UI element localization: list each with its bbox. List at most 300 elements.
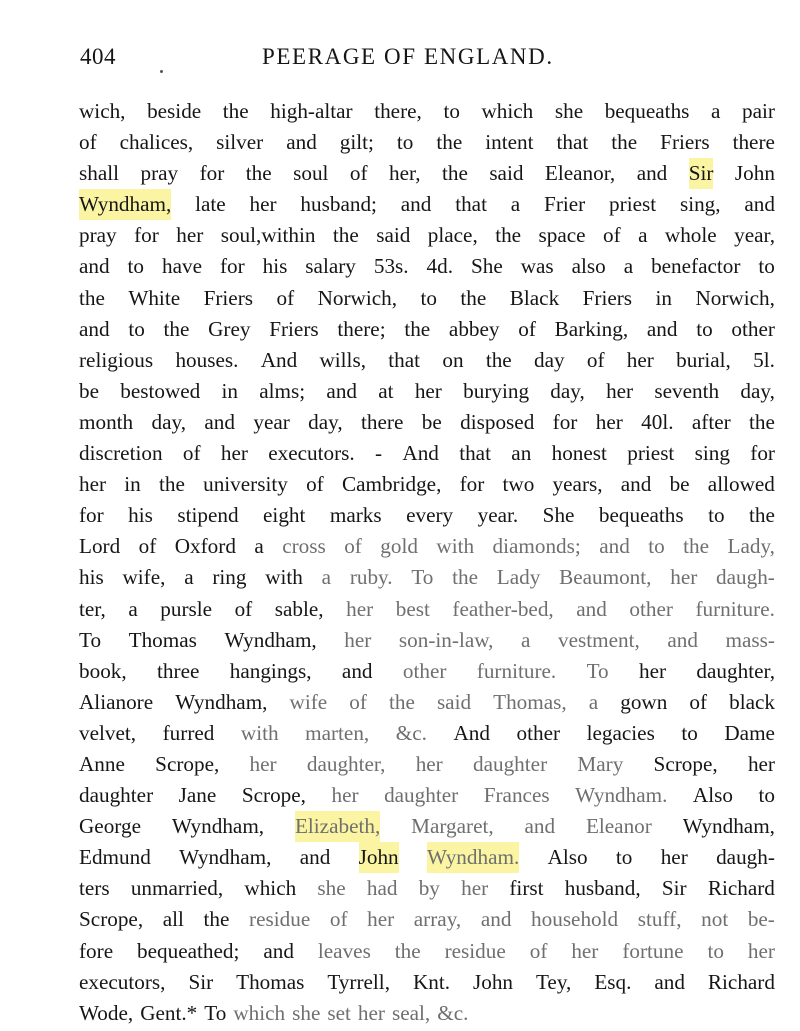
- text-word: Thomas: [128, 627, 197, 652]
- text-word: hangings,: [229, 658, 312, 683]
- text-word: ters: [79, 876, 110, 901]
- text-word: John: [472, 969, 514, 994]
- text-word: soul: [293, 161, 329, 186]
- text-line: [79, 283, 775, 314]
- text-word: that: [455, 192, 487, 217]
- text-word: a: [128, 596, 138, 621]
- text-word: to: [443, 99, 460, 123]
- text-word: to: [707, 938, 724, 963]
- text-word: to: [681, 720, 698, 745]
- text-word: marten,: [305, 720, 370, 745]
- text-word: To: [586, 658, 609, 683]
- text-word: Wyndham.: [575, 783, 668, 808]
- text-word: high-altar: [270, 99, 353, 123]
- text-word: her: [79, 472, 107, 497]
- text-word: for: [552, 409, 578, 434]
- text-word: legacies: [586, 720, 655, 745]
- text-word: Dame: [724, 720, 775, 745]
- text-word: Beaumont,: [559, 565, 652, 590]
- text-word: seventh: [654, 378, 720, 403]
- text-word: year: [253, 409, 290, 434]
- text-word: honest: [551, 441, 607, 466]
- text-word: White: [128, 285, 181, 310]
- text-word: Thomas,: [493, 689, 567, 714]
- text-word: sing,: [679, 192, 721, 217]
- text-word: Sir: [689, 158, 714, 189]
- text-word: Norwich,: [317, 285, 398, 310]
- text-word: And: [402, 441, 439, 466]
- text-word: Richard: [707, 876, 775, 901]
- text-word: the: [460, 285, 487, 310]
- text-word: she: [554, 99, 584, 123]
- text-word: of: [586, 347, 605, 372]
- text-word: the: [203, 907, 230, 932]
- text-word: 4d.: [426, 254, 454, 279]
- text-word: and: [524, 814, 556, 839]
- text-word: her: [367, 907, 395, 932]
- text-word: of: [182, 441, 201, 466]
- text-word: ter,: [79, 596, 106, 621]
- text-word: of: [79, 130, 97, 155]
- text-word: and: [654, 969, 685, 994]
- text-line: [79, 967, 775, 998]
- text-word: in: [124, 472, 141, 497]
- text-word: her: [461, 876, 489, 901]
- text-word: other: [516, 720, 561, 745]
- text-word: unmarried,: [130, 876, 224, 901]
- text-line: [79, 469, 775, 500]
- running-head: [76, 42, 776, 78]
- text-word: And: [453, 720, 490, 745]
- text-word: which: [244, 876, 297, 901]
- text-word: allowed: [707, 472, 775, 497]
- text-word: furred: [162, 720, 215, 745]
- text-word: velvet,: [79, 720, 137, 745]
- text-word: years,: [552, 472, 603, 497]
- text-word: -: [375, 441, 383, 466]
- text-word: husband,: [564, 876, 641, 901]
- text-word: her: [249, 192, 277, 217]
- text-word: priest: [609, 192, 657, 217]
- text-word: the: [404, 316, 431, 341]
- text-word: Wyndham,: [175, 689, 268, 714]
- text-word: Richard: [707, 969, 775, 994]
- text-word: of: [234, 596, 253, 621]
- text-word: John: [359, 842, 399, 873]
- text-word: her: [176, 223, 204, 248]
- text-word: for: [134, 223, 159, 248]
- text-word: the: [749, 503, 775, 528]
- text-word: space: [538, 223, 586, 248]
- text-word: the: [332, 223, 359, 248]
- text-word: whole: [664, 223, 717, 248]
- text-word: her: [747, 751, 775, 776]
- text-word: there;: [337, 316, 386, 341]
- text-word: Lady: [496, 565, 541, 590]
- text-word: 53s.: [373, 254, 409, 279]
- text-word: she: [292, 1000, 321, 1025]
- text-word: the: [222, 99, 249, 123]
- text-word: daughter: [384, 783, 459, 808]
- text-word: and: [204, 409, 235, 434]
- text-word: Scrope,: [155, 751, 220, 776]
- text-word: &c.: [437, 1000, 469, 1025]
- text-word: stipend: [177, 503, 239, 528]
- text-word: to: [128, 316, 145, 341]
- text-word: her: [595, 409, 623, 434]
- text-word: burying: [463, 378, 530, 403]
- text-word: a: [510, 192, 521, 217]
- text-line: [79, 345, 775, 376]
- text-word: Eleanor,: [544, 161, 616, 186]
- text-word: her,: [389, 161, 421, 186]
- text-word: intent: [485, 130, 534, 155]
- text-word: Oxford: [174, 534, 236, 559]
- text-word: day,: [308, 409, 343, 434]
- text-word: Barking,: [554, 316, 629, 341]
- text-word: university: [203, 472, 288, 497]
- text-word: place,: [427, 223, 478, 248]
- text-word: Elizabeth,: [295, 811, 380, 842]
- text-line: [79, 749, 775, 780]
- text-word: wife: [289, 689, 328, 714]
- text-word: and: [667, 627, 698, 652]
- text-word: executors.: [268, 441, 355, 466]
- text-word: said: [489, 161, 524, 186]
- text-word: Wyndham,: [179, 845, 272, 870]
- text-word: She: [470, 254, 503, 279]
- text-line: [79, 936, 775, 967]
- text-line: [79, 127, 775, 158]
- text-word: of: [306, 472, 324, 497]
- text-line: [79, 842, 775, 873]
- text-word: cross: [282, 534, 326, 559]
- text-word: wills,: [319, 347, 366, 372]
- text-word: shall: [79, 161, 120, 186]
- text-word: there: [361, 409, 404, 434]
- text-word: with: [240, 720, 279, 745]
- text-word: Wyndham.: [427, 842, 519, 873]
- text-word: To: [411, 565, 434, 590]
- text-word: array,: [413, 907, 462, 932]
- text-word: She: [542, 503, 575, 528]
- text-word: the: [158, 472, 185, 497]
- text-word: after: [691, 409, 731, 434]
- text-line: [79, 873, 775, 904]
- text-word: executors,: [79, 969, 166, 994]
- text-line: [79, 687, 775, 718]
- text-word: George: [79, 814, 141, 839]
- text-word: Frier: [544, 192, 586, 217]
- text-word: be: [421, 409, 442, 434]
- text-word: daugh-: [716, 845, 775, 870]
- text-word: every: [406, 503, 454, 528]
- text-word: benefactor: [651, 254, 741, 279]
- text-word: pray: [79, 223, 117, 248]
- text-word: that: [459, 441, 491, 466]
- text-word: the: [163, 316, 190, 341]
- text-word: her: [660, 845, 688, 870]
- text-line: [79, 998, 775, 1029]
- text-word: and: [400, 192, 432, 217]
- text-word: the: [79, 285, 105, 310]
- text-word: gown: [620, 689, 668, 714]
- text-line: [79, 220, 775, 251]
- text-word: day,: [740, 378, 775, 403]
- text-word: other: [402, 658, 447, 683]
- text-word: Wyndham,: [224, 627, 317, 652]
- text-word: priest: [627, 441, 675, 466]
- text-word: bequeaths: [604, 99, 690, 123]
- text-word: her: [357, 1000, 385, 1025]
- text-word: Scrope,: [653, 751, 718, 776]
- text-word: daugh-: [716, 565, 775, 590]
- text-word: had: [366, 876, 398, 901]
- text-word: household: [531, 907, 619, 932]
- text-word: her: [571, 938, 599, 963]
- text-word: for: [199, 161, 225, 186]
- text-word: her: [639, 658, 667, 683]
- text-word: wife,: [122, 565, 166, 590]
- text-word: pair: [741, 99, 775, 123]
- text-word: and: [744, 192, 775, 217]
- text-word: ruby.: [349, 565, 393, 590]
- text-word: wich,: [79, 99, 126, 123]
- text-word: seal,: [391, 1000, 431, 1025]
- text-word: year.: [477, 503, 519, 528]
- text-word: of: [349, 689, 367, 714]
- text-word: sable,: [274, 596, 324, 621]
- text-word: a: [638, 223, 648, 248]
- text-word: and: [263, 938, 294, 963]
- text-word: in: [221, 378, 239, 403]
- text-word: month: [79, 409, 134, 434]
- text-word: stuff,: [637, 907, 682, 932]
- text-word: diamonds;: [492, 534, 581, 559]
- text-word: the: [485, 347, 512, 372]
- text-word: her: [331, 783, 359, 808]
- text-word: Cambridge,: [341, 472, 442, 497]
- text-word: daughter: [473, 751, 548, 776]
- text-word: Friers: [269, 316, 319, 341]
- text-word: which: [233, 1000, 286, 1025]
- text-word: Friers: [582, 285, 633, 310]
- text-word: there: [732, 130, 775, 155]
- text-word: gold: [380, 534, 418, 559]
- text-word: and: [79, 316, 110, 341]
- text-word: To: [204, 1000, 227, 1025]
- text-word: of: [329, 907, 348, 932]
- text-line: [79, 158, 775, 189]
- text-word: the: [245, 161, 272, 186]
- text-word: vestment,: [558, 627, 640, 652]
- text-word: Frances: [483, 783, 550, 808]
- text-word: be-: [747, 907, 775, 932]
- text-word: two: [502, 472, 535, 497]
- text-line: [79, 718, 775, 749]
- text-word: gilt;: [339, 130, 374, 155]
- text-word: Sir: [661, 876, 687, 901]
- text-word: black: [729, 689, 775, 714]
- text-word: to: [396, 130, 414, 155]
- text-word: of: [602, 223, 621, 248]
- text-word: beside: [147, 99, 202, 123]
- text-word: his: [79, 565, 104, 590]
- text-word: And: [260, 347, 298, 372]
- text-word: at: [378, 378, 394, 403]
- text-word: Wyndham,: [79, 189, 171, 220]
- text-word: three: [157, 658, 200, 683]
- text-word: of: [529, 938, 548, 963]
- text-word: and: [646, 316, 678, 341]
- text-word: daughter: [79, 783, 154, 808]
- text-word: with: [436, 534, 475, 559]
- text-word: residue: [444, 938, 506, 963]
- text-word: the: [683, 534, 710, 559]
- text-word: Also: [547, 845, 588, 870]
- text-word: which: [481, 99, 534, 123]
- text-word: not: [701, 907, 729, 932]
- text-line: [79, 904, 775, 935]
- text-word: of: [689, 689, 708, 714]
- text-word: the: [436, 130, 463, 155]
- text-word: her: [344, 627, 372, 652]
- text-word: by: [418, 876, 440, 901]
- text-word: furniture.: [476, 658, 557, 683]
- text-word: Tyrrell,: [327, 969, 390, 994]
- text-word: fore: [79, 938, 114, 963]
- text-word: Mary: [577, 751, 624, 776]
- text-word: bestowed: [120, 378, 201, 403]
- text-word: Scrope,: [79, 907, 144, 932]
- text-word: with: [265, 565, 303, 590]
- text-word: the: [388, 689, 415, 714]
- text-word: daughter,: [696, 658, 775, 683]
- text-word: mass-: [725, 627, 775, 652]
- text-word: that: [556, 130, 589, 155]
- text-word: Eleanor: [585, 814, 652, 839]
- text-word: and: [576, 596, 607, 621]
- text-word: have: [161, 254, 202, 279]
- text-word: other: [731, 316, 775, 341]
- text-word: be: [79, 378, 99, 403]
- text-word: silver: [216, 130, 264, 155]
- text-word: Scrope,: [241, 783, 306, 808]
- text-word: Knt.: [412, 969, 451, 994]
- text-word: Lady,: [727, 534, 775, 559]
- text-word: other: [629, 596, 673, 621]
- text-word: bequeaths: [598, 503, 684, 528]
- text-word: her: [670, 565, 698, 590]
- text-word: also: [571, 254, 606, 279]
- text-line: [79, 376, 775, 407]
- text-line: [79, 438, 775, 469]
- text-word: of: [138, 534, 157, 559]
- text-word: the: [611, 130, 638, 155]
- text-word: to: [615, 845, 633, 870]
- text-word: and: [79, 254, 110, 279]
- text-word: feather-bed,: [452, 596, 554, 621]
- page-number: 404: [80, 44, 116, 69]
- text-word: Norwich,: [695, 285, 775, 310]
- text-word: an: [511, 441, 532, 466]
- text-word: Thomas: [236, 969, 305, 994]
- text-line: [79, 189, 775, 220]
- text-word: a: [254, 534, 264, 559]
- text-word: Also: [692, 783, 733, 808]
- text-word: religious: [79, 347, 154, 372]
- text-word: Friers: [660, 130, 710, 155]
- text-word: to: [758, 254, 775, 279]
- text-word: her: [414, 378, 442, 403]
- text-word: alms;: [259, 378, 306, 403]
- text-word: and: [341, 658, 373, 683]
- text-word: eight: [263, 503, 306, 528]
- text-word: day,: [550, 378, 585, 403]
- text-word: pray: [140, 161, 179, 186]
- text-word: husband;: [300, 192, 377, 217]
- text-word: Tey,: [535, 969, 572, 994]
- text-word: John: [734, 161, 775, 186]
- text-word: Sir: [188, 969, 214, 994]
- text-word: to: [708, 503, 725, 528]
- text-word: Edmund: [79, 845, 151, 870]
- text-word: to: [758, 783, 775, 808]
- text-line: [79, 625, 775, 656]
- text-word: Black: [509, 285, 560, 310]
- text-word: day: [533, 347, 565, 372]
- text-word: all: [162, 907, 184, 932]
- text-word: his: [128, 503, 153, 528]
- text-word: for: [459, 472, 485, 497]
- text-word: sing: [694, 441, 730, 466]
- text-word: leaves: [317, 938, 371, 963]
- text-word: Grey: [208, 316, 251, 341]
- text-word: daughter,: [306, 751, 386, 776]
- text-line: [79, 407, 775, 438]
- text-word: his: [262, 254, 288, 279]
- text-word: residue: [249, 907, 311, 932]
- text-word: and: [299, 845, 331, 870]
- text-word: said: [376, 223, 411, 248]
- text-word: a: [521, 627, 531, 652]
- text-word: furniture.: [695, 596, 775, 621]
- text-word: the: [495, 223, 522, 248]
- text-word: the: [394, 938, 421, 963]
- text-word: Jane: [178, 783, 217, 808]
- text-word: to: [420, 285, 437, 310]
- text-word: late: [195, 192, 226, 217]
- text-word: salary: [305, 254, 356, 279]
- text-word: son-in-law,: [398, 627, 494, 652]
- text-word: and: [599, 534, 630, 559]
- text-word: her: [346, 596, 374, 621]
- text-word: day,: [151, 409, 187, 434]
- text-word: her: [747, 938, 775, 963]
- text-word: of: [276, 285, 295, 310]
- text-word: of: [518, 316, 536, 341]
- text-line: [79, 251, 775, 282]
- text-word: Anne: [79, 751, 125, 776]
- text-word: Esq.: [594, 969, 632, 994]
- text-word: a: [184, 565, 194, 590]
- text-word: Wyndham,: [682, 814, 775, 839]
- text-word: houses.: [175, 347, 239, 372]
- text-line: [79, 314, 775, 345]
- text-word: Wode,: [79, 1000, 134, 1025]
- text-word: the: [749, 409, 775, 434]
- text-word: chalices,: [119, 130, 194, 155]
